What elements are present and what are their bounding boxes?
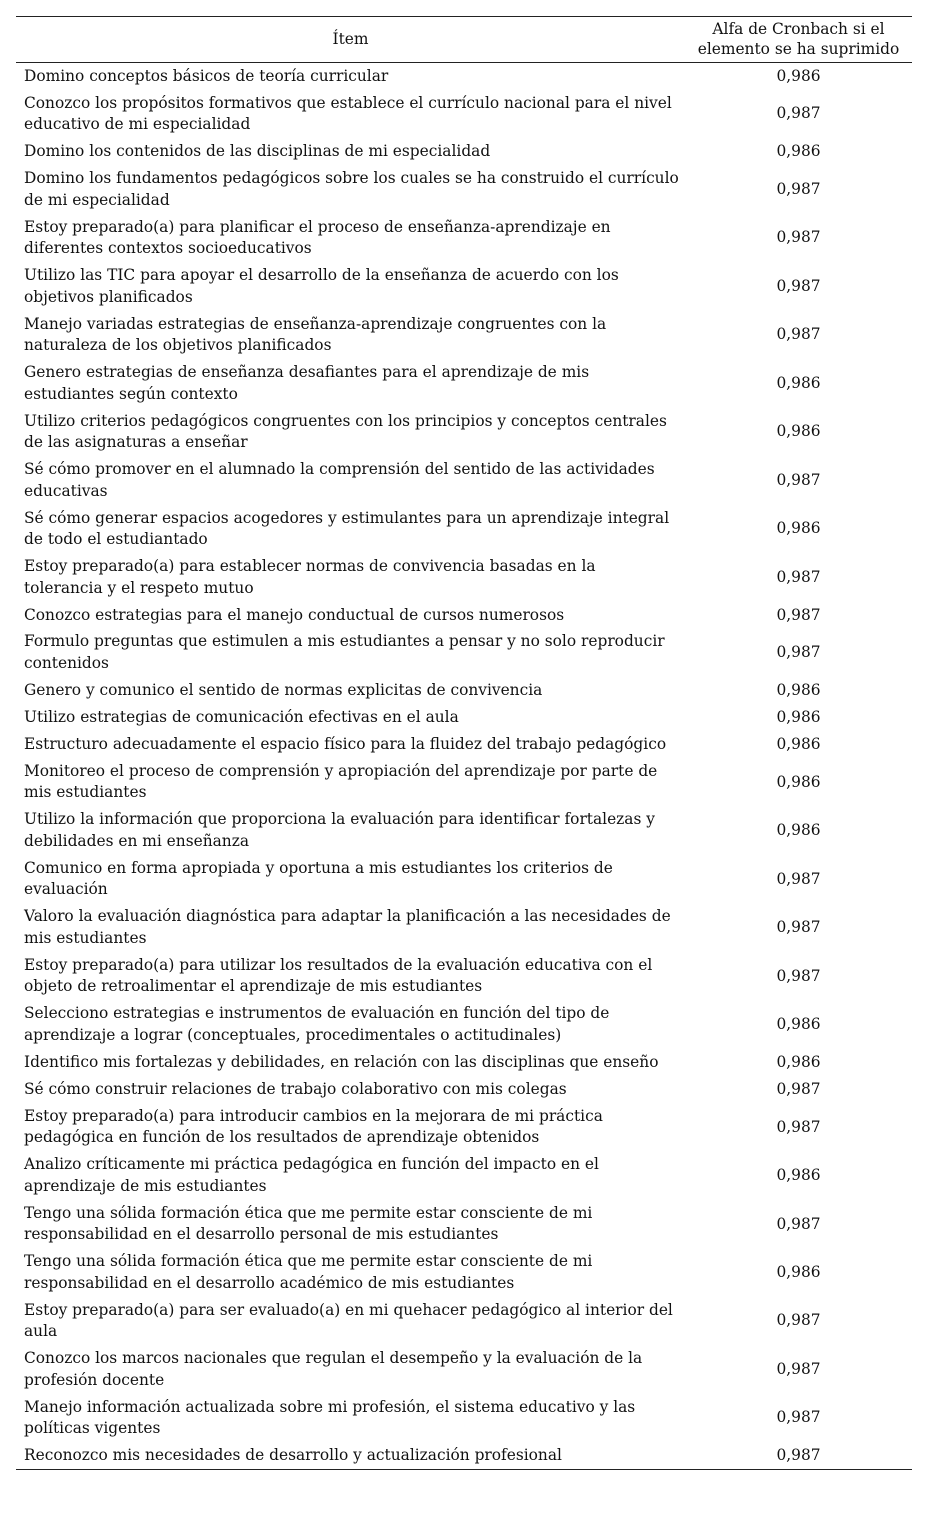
alpha-value-cell: 0,986 xyxy=(776,1166,821,1185)
item-cell: Utilizo la información que proporciona la evaluación para identificar fortalezas y debilidades en mi enseñanza xyxy=(24,810,655,850)
alpha-column-header xyxy=(685,17,912,63)
item-cell: Conozco estrategias para el manejo conductual de cursos numerosos xyxy=(24,605,565,624)
item-cell: Estructuro adecuadamente el espacio físico para la fluidez del trabajo pedagógico xyxy=(24,734,667,753)
table-row xyxy=(16,359,912,407)
table-row xyxy=(16,1152,912,1200)
alpha-value-cell: 0,987 xyxy=(776,1079,821,1098)
item-cell: Utilizo estrategias de comunicación efectivas en el aula xyxy=(24,707,459,726)
alpha-value-cell: 0,987 xyxy=(776,1311,821,1330)
alpha-value-cell: 0,987 xyxy=(685,1443,912,1470)
item-cell: Estoy preparado(a) para ser evaluado(a) en mi quehacer pedagógico al interior del aula xyxy=(24,1300,673,1341)
table-row xyxy=(16,90,912,138)
item-cell: Manejo información actualizada sobre mi profesión, el sistema educativo y las políticas vigentes xyxy=(24,1397,636,1438)
alpha-value-cell: 0,987 xyxy=(776,1214,821,1233)
table-row xyxy=(16,1346,912,1394)
item-cell: Comunico en forma apropiada y oportuna a mis estudiantes los criterios de evaluación xyxy=(24,858,613,899)
table-row xyxy=(16,1297,912,1345)
table-body xyxy=(16,63,912,1470)
table-row xyxy=(16,1443,912,1470)
alpha-value-cell: 0,987 xyxy=(776,1408,821,1427)
table-row xyxy=(16,262,912,310)
alpha-value-cell: 0,986 xyxy=(776,680,821,699)
item-cell: Utilizo las TIC para apoyar el desarrollo de la enseñanza de acuerdo con los objetivos planificados xyxy=(24,266,619,306)
alpha-value-cell: 0,986 xyxy=(776,772,821,791)
item-cell: Estoy preparado(a) para establecer normas de convivencia basadas en la tolerancia y el respeto mutuo xyxy=(24,557,596,597)
table-row xyxy=(16,758,912,806)
table-row xyxy=(16,553,912,601)
table-row xyxy=(16,1076,912,1103)
item-cell: Formulo preguntas que estimulen a mis estudiantes a pensar y no solo reproducir contenidos xyxy=(24,632,665,672)
item-column-header: Ítem xyxy=(16,17,685,63)
alpha-value-cell: 0,986 xyxy=(776,142,821,161)
alpha-value-cell: 0,986 xyxy=(776,66,821,85)
table-row xyxy=(16,1103,912,1151)
table-row xyxy=(16,214,912,262)
item-cell: Tengo una sólida formación ética que me permite estar consciente de mi responsabilidad en el desarrollo personal de mis estudiantes xyxy=(24,1203,593,1244)
item-cell: Genero estrategias de enseñanza desafiantes para el aprendizaje de mis estudiantes según contexto xyxy=(24,363,590,403)
item-cell: Sé cómo construir relaciones de trabajo colaborativo con mis colegas xyxy=(24,1079,567,1098)
alpha-value-cell: 0,987 xyxy=(776,966,821,985)
item-cell: Domino conceptos básicos de teoría curricular xyxy=(24,66,389,85)
item-cell: Sé cómo promover en el alumnado la comprensión del sentido de las actividades educativas xyxy=(24,460,655,500)
alpha-value-cell: 0,986 xyxy=(776,519,821,538)
item-cell: Estoy preparado(a) para utilizar los resultados de la evaluación educativa con el objeto de retroalimentar el aprendizaje de mis estudiantes xyxy=(24,955,653,996)
table-row xyxy=(16,904,912,952)
alpha-value-cell: 0,987 xyxy=(776,869,821,888)
table-row xyxy=(16,408,912,456)
alpha-value-cell: 0,987 xyxy=(776,325,821,344)
alpha-value-cell: 0,987 xyxy=(776,567,821,586)
cronbach-alpha-table xyxy=(16,16,912,1470)
item-cell: Reconozco mis necesidades de desarrollo y actualización profesional xyxy=(16,1443,685,1470)
alpha-value-cell: 0,986 xyxy=(776,422,821,441)
table-row xyxy=(16,63,912,90)
cronbach-table-container xyxy=(16,16,912,1470)
table-header xyxy=(16,17,912,63)
item-cell: Sé cómo generar espacios acogedores y estimulantes para un aprendizaje integral de todo el estudiantado xyxy=(24,508,670,549)
table-row xyxy=(16,704,912,731)
table-row xyxy=(16,1394,912,1442)
table-row xyxy=(16,1249,912,1297)
alpha-value-cell: 0,987 xyxy=(776,1117,821,1136)
table-row xyxy=(16,952,912,1000)
item-cell: Tengo una sólida formación ética que me permite estar consciente de mi responsabilidad en el desarrollo académico de mis estudiantes xyxy=(24,1252,593,1292)
item-cell: Estoy preparado(a) para introducir cambios en la mejorara de mi práctica pedagógica en función de los resultados de aprendizaje obtenidos xyxy=(24,1106,603,1147)
table-row xyxy=(16,165,912,213)
table-row xyxy=(16,311,912,359)
item-cell: Selecciono estrategias e instrumentos de evaluación en función del tipo de aprendizaje a lograr (conceptuales, procedimentales o actitudinales) xyxy=(24,1004,610,1044)
table-row xyxy=(16,1200,912,1248)
alpha-value-cell: 0,986 xyxy=(776,1263,821,1281)
item-cell: Genero y comunico el sentido de normas explicitas de convivencia xyxy=(24,680,543,699)
alpha-value-cell: 0,987 xyxy=(776,104,821,123)
alpha-header-line-2: elemento se ha suprimido xyxy=(697,40,900,58)
alpha-value-cell: 0,986 xyxy=(776,1015,821,1034)
table-row xyxy=(16,731,912,758)
alpha-value-cell: 0,987 xyxy=(776,228,821,247)
item-cell: Domino los fundamentos pedagógicos sobre los cuales se ha construido el currículo de mi especialidad xyxy=(24,169,679,209)
table-row xyxy=(16,1049,912,1076)
alpha-value-cell: 0,987 xyxy=(776,470,821,489)
item-cell: Manejo variadas estrategias de enseñanza-aprendizaje congruentes con la naturaleza de los objetivos planificados xyxy=(24,314,607,355)
item-cell: Monitoreo el proceso de comprensión y apropiación del aprendizaje por parte de mis estudiantes xyxy=(24,761,658,802)
alpha-value-cell: 0,986 xyxy=(776,821,821,840)
item-cell: Domino los contenidos de las disciplinas de mi especialidad xyxy=(24,142,491,161)
item-cell: Analizo críticamente mi práctica pedagógica en función del impacto en el aprendizaje de mis estudiantes xyxy=(24,1155,599,1195)
alpha-value-cell: 0,987 xyxy=(776,276,821,295)
table-row xyxy=(16,456,912,504)
alpha-value-cell: 0,986 xyxy=(776,707,821,726)
table-row xyxy=(16,505,912,553)
alpha-value-cell: 0,986 xyxy=(776,373,821,392)
table-row xyxy=(16,629,912,677)
item-cell: Conozco los propósitos formativos que establece el currículo nacional para el nivel educativo de mi especialidad xyxy=(24,93,672,134)
item-cell: Identifico mis fortalezas y debilidades, en relación con las disciplinas que enseño xyxy=(24,1052,659,1071)
item-cell: Conozco los marcos nacionales que regulan el desempeño y la evaluación de la profesión docente xyxy=(24,1349,643,1389)
table-row xyxy=(16,138,912,165)
header-row xyxy=(16,17,912,63)
table-row xyxy=(16,677,912,704)
alpha-value-cell: 0,987 xyxy=(776,605,821,624)
item-cell: Estoy preparado(a) para planificar el proceso de enseñanza-aprendizaje en diferentes contextos socioeducativos xyxy=(24,217,611,258)
alpha-value-cell: 0,986 xyxy=(776,1052,821,1071)
alpha-header-line-1: Alfa de Cronbach si el xyxy=(712,20,885,38)
table-row xyxy=(16,807,912,855)
table-row xyxy=(16,602,912,629)
item-cell: Utilizo criterios pedagógicos congruentes con los principios y conceptos centrales de las asignaturas a enseñar xyxy=(24,411,667,452)
alpha-value-cell: 0,987 xyxy=(776,643,821,662)
table-row xyxy=(16,855,912,903)
alpha-value-cell: 0,987 xyxy=(776,918,821,937)
alpha-value-cell: 0,987 xyxy=(776,179,821,198)
item-cell: Valoro la evaluación diagnóstica para adaptar la planificación a las necesidades de mis estudiantes xyxy=(24,907,671,947)
alpha-value-cell: 0,986 xyxy=(776,734,821,753)
table-row xyxy=(16,1001,912,1049)
alpha-value-cell: 0,987 xyxy=(776,1359,821,1378)
